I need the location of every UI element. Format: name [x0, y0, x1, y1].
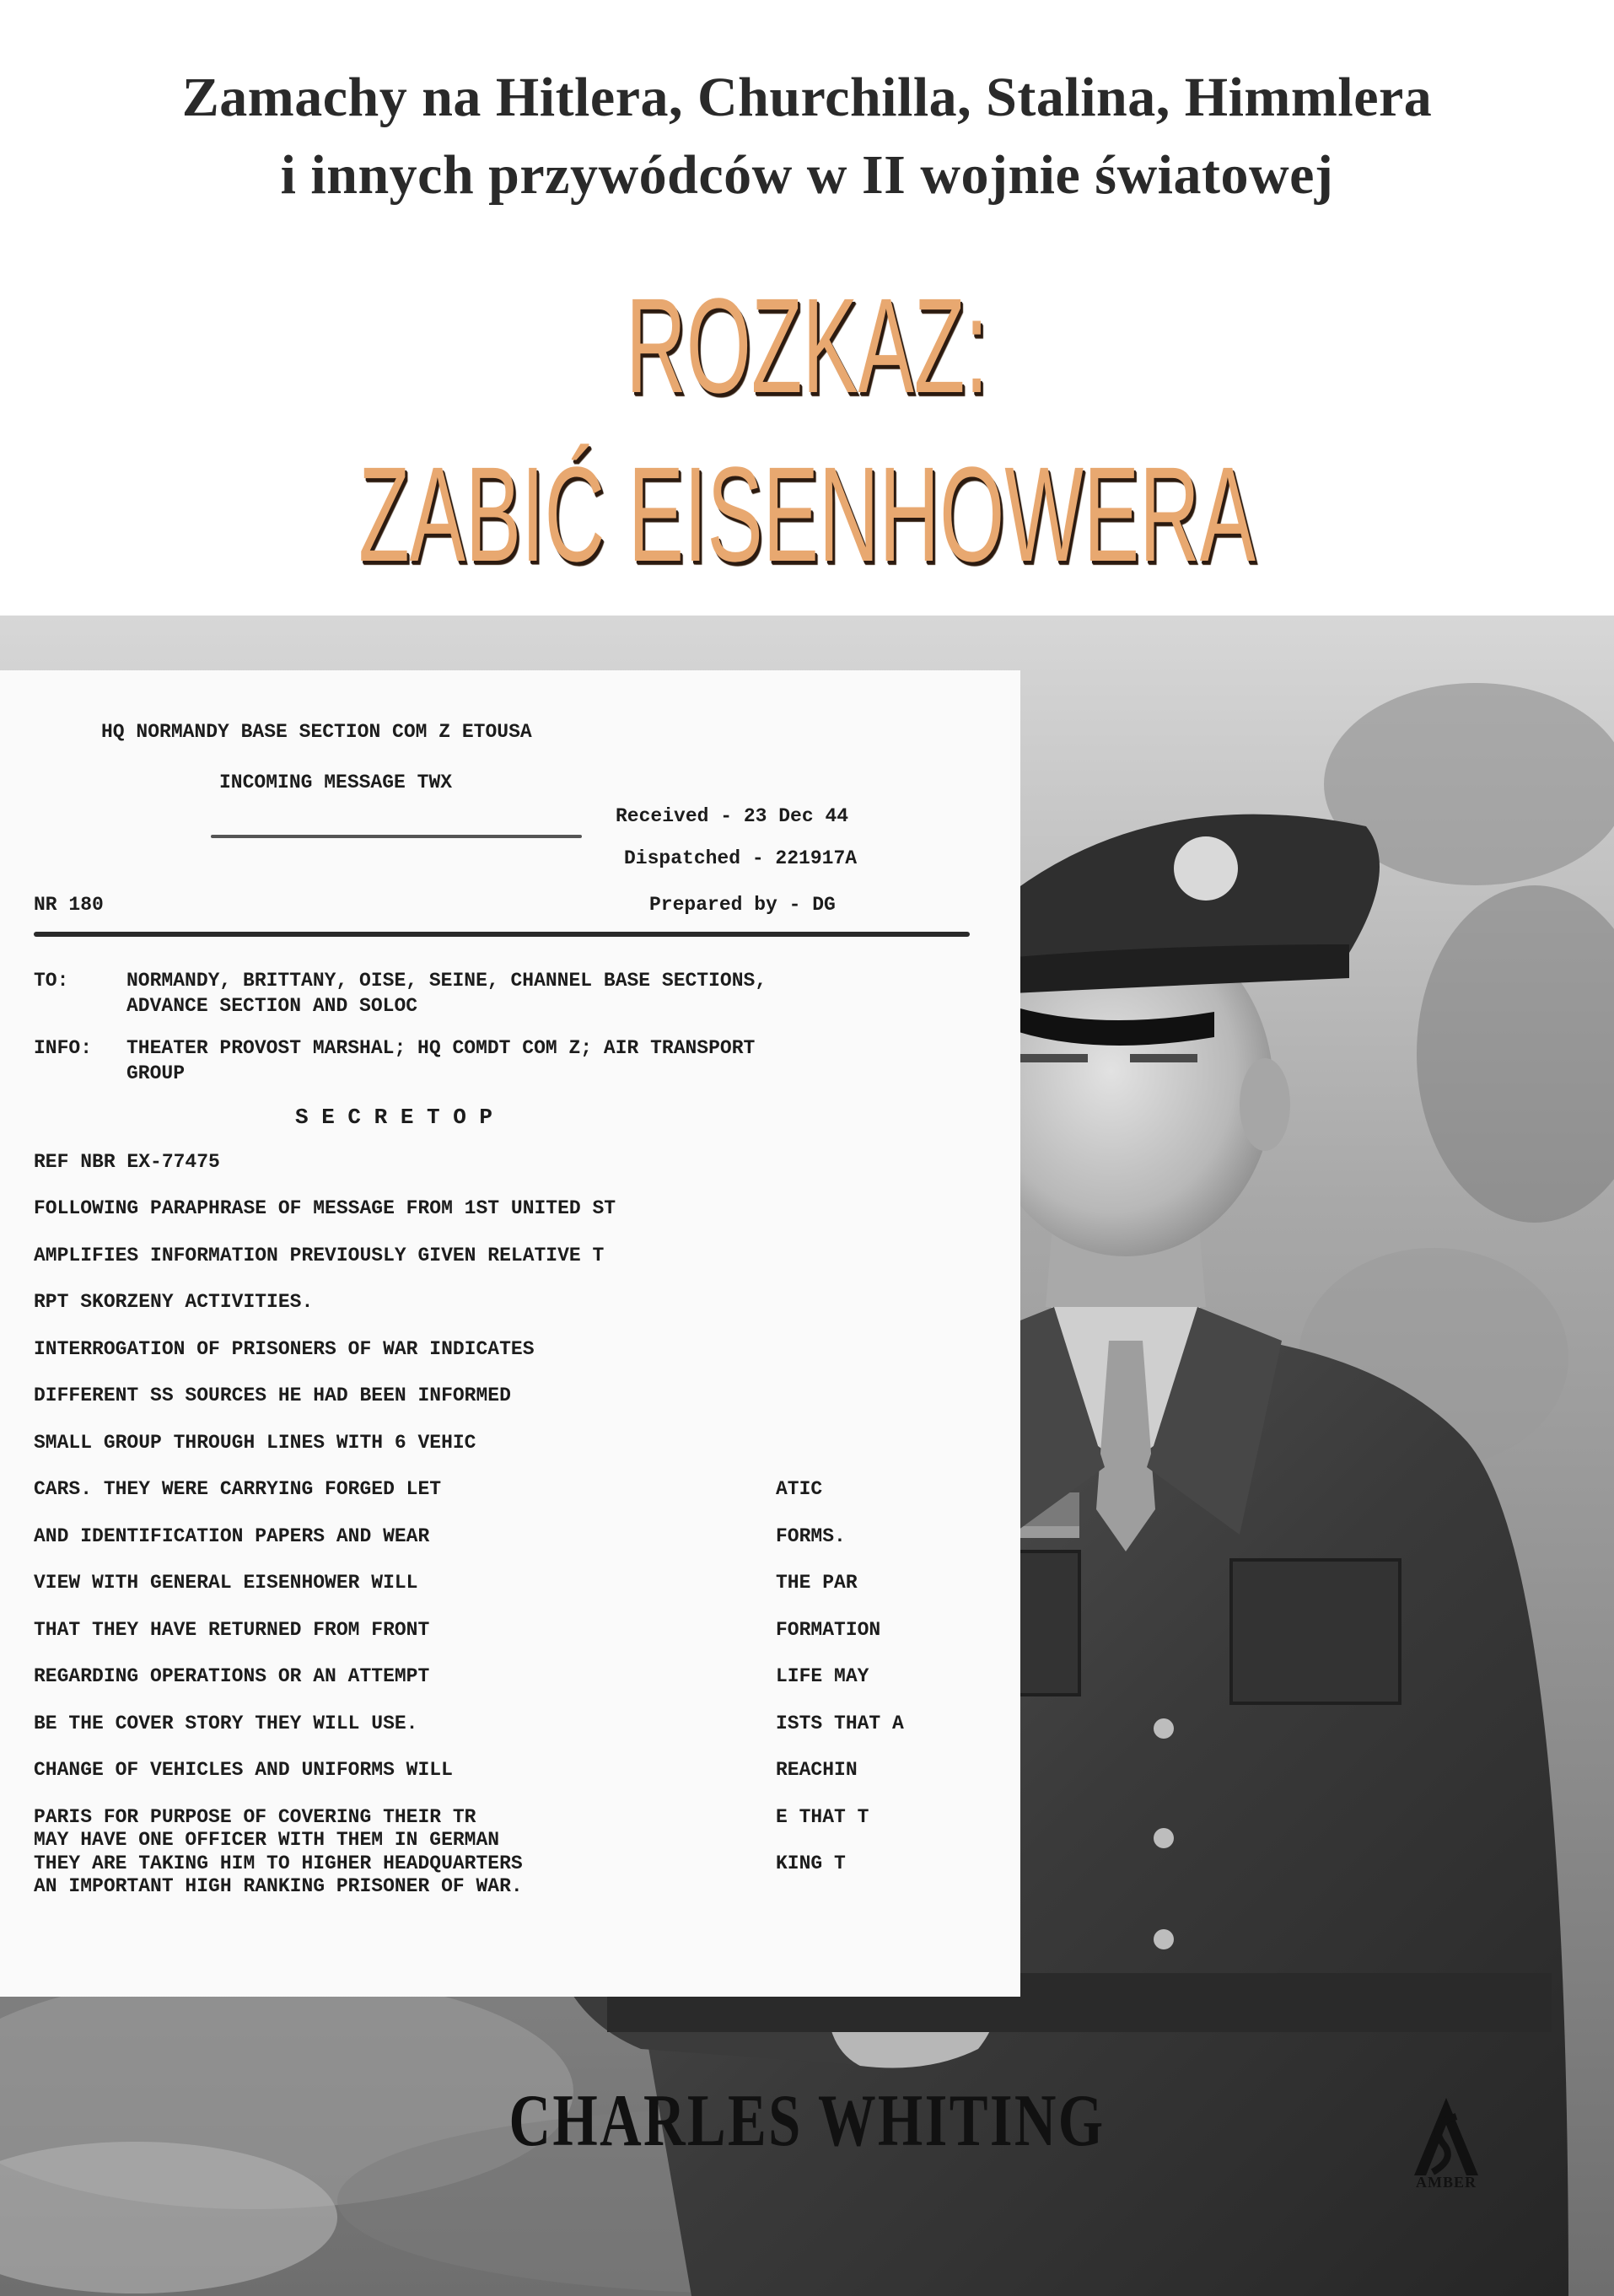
- title-line-1: ROZKAZ:: [626, 270, 988, 421]
- doc-nr: NR 180: [34, 894, 104, 916]
- doc-body-line-tail: ISTS THAT A: [776, 1712, 904, 1734]
- doc-body-line: AN IMPORTANT HIGH RANKING PRISONER OF WAR.: [34, 1875, 523, 1897]
- doc-body-line: RPT SKORZENY ACTIVITIES.: [34, 1291, 314, 1313]
- teletype-document: [0, 670, 1020, 1997]
- doc-info-line-1: THEATER PROVOST MARSHAL; HQ COMDT COM Z; AIR TRANSPORT: [126, 1037, 756, 1059]
- doc-incoming: INCOMING MESSAGE TWX: [219, 772, 453, 793]
- doc-body-line-tail: REACHIN: [776, 1759, 858, 1781]
- doc-dispatched: Dispatched - 221917A: [624, 847, 858, 869]
- doc-body-line: CHANGE OF VEHICLES AND UNIFORMS WILL: [34, 1759, 453, 1781]
- doc-body-line: THAT THEY HAVE RETURNED FROM FRONT: [34, 1618, 430, 1641]
- doc-body-line: MAY HAVE ONE OFFICER WITH THEM IN GERMAN: [34, 1829, 500, 1851]
- doc-redaction-line: [34, 932, 970, 937]
- cover-subtitle: [0, 59, 1614, 214]
- doc-to-line-1: NORMANDY, BRITTANY, OISE, SEINE, CHANNEL BASE SECTIONS,: [126, 970, 767, 992]
- doc-body-line-tail: THE PAR: [776, 1572, 858, 1594]
- doc-body-line: SMALL GROUP THROUGH LINES WITH 6 VEHIC: [34, 1431, 476, 1454]
- doc-secret: S E C R E T O P: [295, 1105, 493, 1130]
- doc-body-line: CARS. THEY WERE CARRYING FORGED LET: [34, 1478, 442, 1500]
- doc-ref: REF NBR EX-77475: [34, 1151, 220, 1173]
- doc-info-line-2: GROUP: [126, 1062, 186, 1084]
- doc-body-line-tail: E THAT T: [776, 1805, 869, 1828]
- doc-body-line: FOLLOWING PARAPHRASE OF MESSAGE FROM 1ST UNITED ST: [34, 1197, 616, 1219]
- author-name: CHARLES WHITING: [508, 2080, 1106, 2162]
- doc-body-line: PARIS FOR PURPOSE OF COVERING THEIR TR: [34, 1805, 476, 1828]
- subtitle-line-1: Zamachy na Hitlera, Churchilla, Stalina, Himmlera: [181, 67, 1433, 128]
- title-line-2: ZABIĆ EISENHOWERA: [358, 438, 1256, 589]
- doc-body-line: AMPLIFIES INFORMATION PREVIOUSLY GIVEN RELATIVE T: [34, 1244, 605, 1266]
- doc-body-line: DIFFERENT SS SOURCES HE HAD BEEN INFORMED: [34, 1385, 511, 1406]
- doc-body-line-tail: FORMS.: [776, 1524, 846, 1547]
- doc-body-line: AND IDENTIFICATION PAPERS AND WEAR: [34, 1524, 430, 1547]
- doc-body-line: REGARDING OPERATIONS OR AN ATTEMPT: [34, 1665, 430, 1687]
- doc-body-line: THEY ARE TAKING HIM TO HIGHER HEADQUARTERS: [34, 1852, 523, 1874]
- doc-body-line: VIEW WITH GENERAL EISENHOWER WILL: [34, 1572, 418, 1594]
- publisher-name: AMBER: [1416, 2174, 1477, 2191]
- doc-body-line-tail: ATIC: [776, 1478, 823, 1500]
- amber-logo-icon: [1404, 2091, 1488, 2184]
- doc-body-line-tail: LIFE MAY: [776, 1665, 869, 1687]
- doc-info-label: INFO:: [34, 1037, 93, 1059]
- doc-prepared: Prepared by - DG: [649, 894, 836, 916]
- doc-received: Received - 23 Dec 44: [616, 805, 849, 827]
- doc-body-line-tail: KING T: [776, 1852, 846, 1874]
- doc-to-label: TO:: [34, 970, 69, 992]
- doc-to-line-2: ADVANCE SECTION AND SOLOC: [126, 995, 418, 1017]
- doc-scratch-line: [211, 835, 582, 838]
- doc-header: HQ NORMANDY BASE SECTION COM Z ETOUSA: [101, 721, 532, 743]
- doc-body-line: BE THE COVER STORY THEY WILL USE.: [34, 1712, 418, 1734]
- doc-body-line-tail: FORMATION: [776, 1618, 881, 1641]
- doc-body-line: INTERROGATION OF PRISONERS OF WAR INDICATES: [34, 1337, 535, 1360]
- subtitle-line-2: i innych przywódców w II wojnie światowej: [280, 144, 1334, 206]
